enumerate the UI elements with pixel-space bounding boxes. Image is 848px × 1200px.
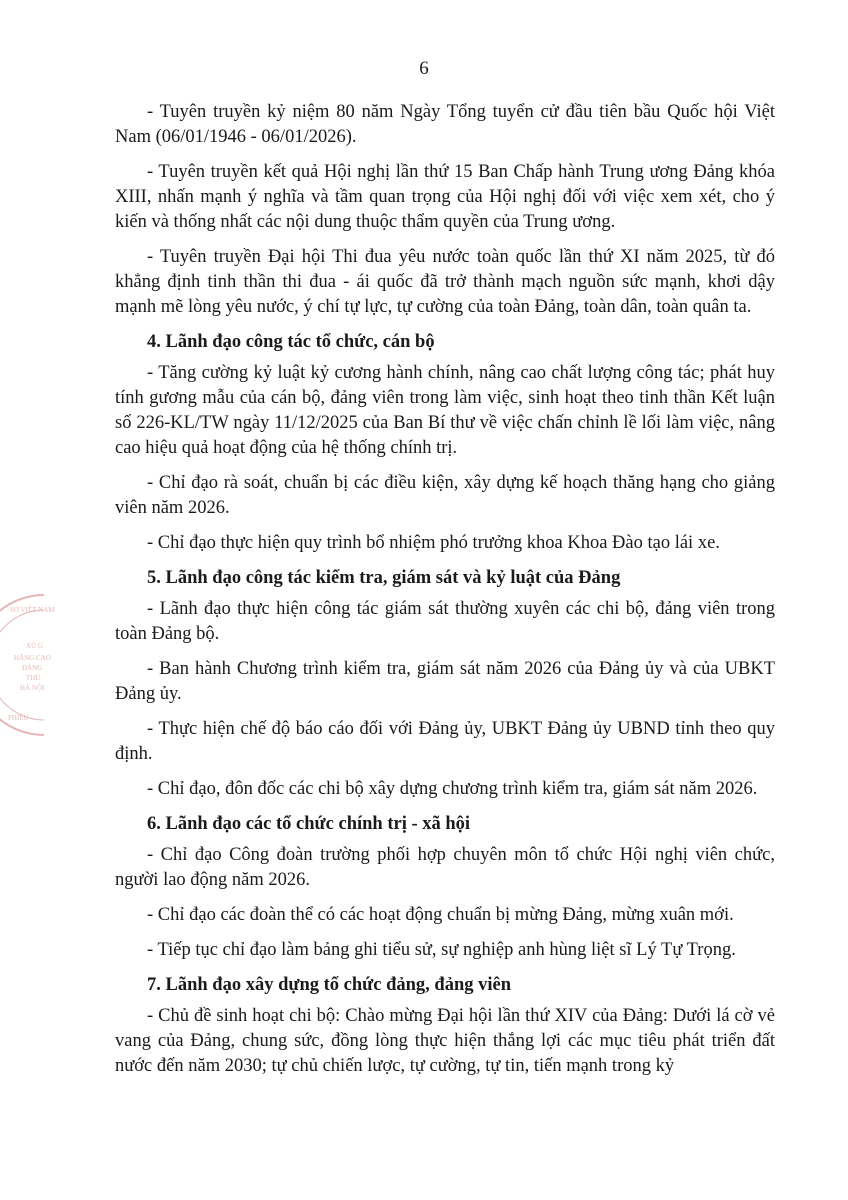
page-number: 6 xyxy=(419,58,429,79)
stamp-text-1: SỞ VIỆT NAM xyxy=(10,606,55,614)
paragraph: - Chủ đề sinh hoạt chi bộ: Chào mừng Đại hội lần thứ XIV của Đảng: Dưới lá cờ vẻ vang của Đảng, chung sức, đồng lòng thực hiện thắng lợi các mục tiêu phát triển đất nước đến năm 2030; tự chủ chiến lược, tự cường, tự tin, tiến mạnh trong kỷ xyxy=(115,1006,775,1076)
paragraph: - Chỉ đạo Công đoàn trường phối hợp chuyên môn tổ chức Hội nghị viên chức, người lao động năm 2026. xyxy=(115,845,775,890)
paragraph: - Chỉ đạo, đôn đốc các chi bộ xây dựng chương trình kiểm tra, giám sát năm 2026. xyxy=(147,779,758,799)
section-heading: 4. Lãnh đạo công tác tổ chức, cán bộ xyxy=(147,332,435,352)
stamp-text-4: ĐẢNG xyxy=(22,664,43,672)
paragraph: - Lãnh đạo thực hiện công tác giám sát thường xuyên các chi bộ, đảng viên trong toàn Đảng bộ. xyxy=(115,599,775,644)
paragraph: - Chỉ đạo rà soát, chuẩn bị các điều kiện, xây dựng kế hoạch thăng hạng cho giảng viên năm 2026. xyxy=(115,473,775,518)
paragraph: - Tuyên truyền kết quả Hội nghị lần thứ 15 Ban Chấp hành Trung ương Đảng khóa XIII, nhấn mạnh ý nghĩa và tầm quan trọng của Hội nghị đối với việc xem xét, cho ý kiến và thống nhất các nội dung thuộc thẩm quyền của Trung ương. xyxy=(115,162,775,232)
stamp-text-6: HẢ NỘI xyxy=(20,684,45,692)
stamp-text-2: XÚ G xyxy=(26,642,43,650)
stamp-text-3: HẰNG CAO xyxy=(14,654,51,662)
paragraph: - Chỉ đạo thực hiện quy trình bổ nhiệm phó trưởng khoa Khoa Đào tạo lái xe. xyxy=(147,533,720,553)
paragraph: - Chỉ đạo các đoàn thể có các hoạt động chuẩn bị mừng Đảng, mừng xuân mới. xyxy=(147,905,734,925)
paragraph: - Ban hành Chương trình kiểm tra, giám sát năm 2026 của Đảng ủy và của UBKT Đảng ủy. xyxy=(115,659,775,704)
paragraph: - Tăng cường kỷ luật kỷ cương hành chính, nâng cao chất lượng công tác; phát huy tính gương mẫu của cán bộ, đảng viên trong làm việc, sinh hoạt theo tinh thần Kết luận số 226-KL/TW ngày 11/12/2025 của Ban Bí thư về việc chấn chỉnh lề lối làm việc, nâng cao hiệu quả hoạt động của hệ thống chính trị. xyxy=(115,363,775,458)
section-heading: 5. Lãnh đạo công tác kiểm tra, giám sát và kỷ luật của Đảng xyxy=(147,568,621,588)
document-body xyxy=(115,100,775,1089)
stamp-text-7: PHIẾU xyxy=(8,714,29,722)
paragraph: - Tuyên truyền kỷ niệm 80 năm Ngày Tổng tuyển cử đầu tiên bầu Quốc hội Việt Nam (06/01/1946 - 06/01/2026). xyxy=(115,102,775,147)
paragraph: - Tiếp tục chỉ đạo làm bảng ghi tiểu sử, sự nghiệp anh hùng liệt sĩ Lý Tự Trọng. xyxy=(147,940,736,960)
section-heading: 7. Lãnh đạo xây dựng tổ chức đảng, đảng viên xyxy=(147,975,512,995)
stamp-text-5: THỦ xyxy=(26,674,41,682)
section-heading: 6. Lãnh đạo các tổ chức chính trị - xã hội xyxy=(147,814,471,834)
paragraph: - Tuyên truyền Đại hội Thi đua yêu nước toàn quốc lần thứ XI năm 2025, từ đó khẳng định tinh thần thi đua - ái quốc đã trở thành mạch nguồn sức mạnh, khơi dậy mạnh mẽ lòng yêu nước, ý chí tự lực, tự cường của toàn Đảng, toàn dân, toàn quân ta. xyxy=(115,247,775,317)
paragraph: - Thực hiện chế độ báo cáo đối với Đảng ủy, UBKT Đảng ủy UBND tỉnh theo quy định. xyxy=(115,719,775,764)
stamp-icon xyxy=(0,590,55,740)
